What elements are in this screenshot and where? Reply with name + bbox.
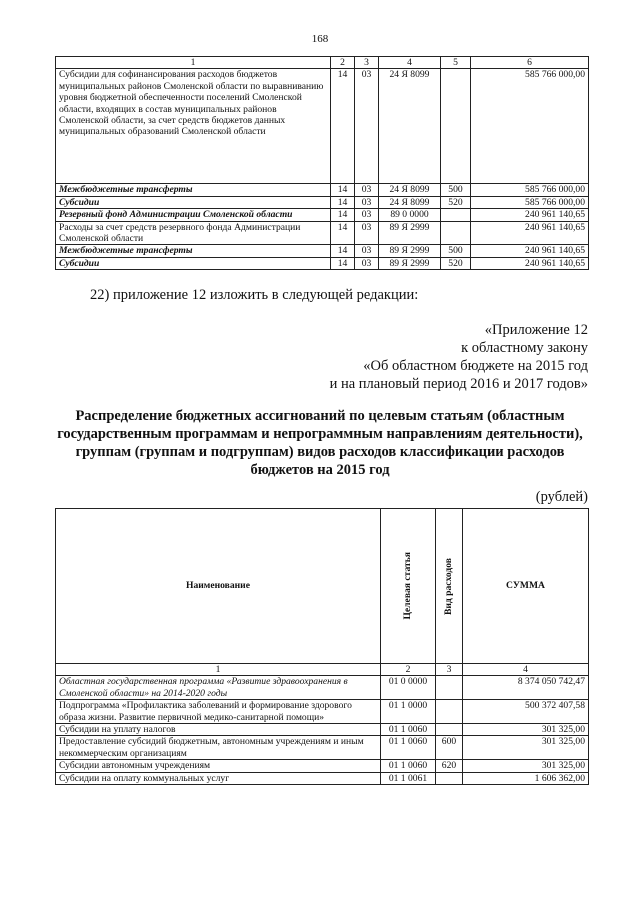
- col-number: 4: [463, 664, 589, 676]
- row-name: Предоставление субсидий бюджетным, автономным учреждениям и иным некоммерческим организациям: [56, 736, 381, 760]
- appendix-heading: [228, 321, 588, 393]
- row-kind: [436, 700, 463, 724]
- row-sum: 8 374 050 742,47: [463, 676, 589, 700]
- row-c5: [441, 69, 471, 184]
- row-c2: 14: [331, 257, 355, 269]
- row-c3: 03: [355, 257, 379, 269]
- row-kind: [436, 676, 463, 700]
- row-c4: 89 Я 2999: [379, 245, 441, 257]
- header-sum: СУММА: [463, 509, 589, 664]
- row-c5: 520: [441, 196, 471, 208]
- row-sum: 301 325,00: [463, 736, 589, 760]
- row-c6: 240 961 140,65: [471, 209, 589, 221]
- row-c5: [441, 221, 471, 245]
- title-line: Распределение бюджетных ассигнований по целевым статьям (областным: [75, 408, 565, 424]
- appendix-line: к областному закону: [461, 340, 588, 356]
- row-name: Субсидии: [56, 257, 331, 269]
- row-c2: 14: [331, 196, 355, 208]
- row-c3: 03: [355, 221, 379, 245]
- row-sum: 301 325,00: [463, 760, 589, 772]
- row-c2: 14: [331, 184, 355, 196]
- table-row: [56, 245, 589, 257]
- table-row: [56, 257, 589, 269]
- row-kind: 620: [436, 760, 463, 772]
- appendix-line: «Приложение 12: [484, 322, 588, 338]
- col-header: 2: [331, 57, 355, 69]
- row-c6: 585 766 000,00: [471, 196, 589, 208]
- row-name: Субсидии автономным учреждениям: [56, 760, 381, 772]
- col-header: 1: [56, 57, 331, 69]
- budget-table: [55, 508, 589, 785]
- row-sum: 301 325,00: [463, 724, 589, 736]
- row-c4: 24 Я 8099: [379, 184, 441, 196]
- row-c3: 03: [355, 69, 379, 184]
- row-name: Субсидии: [56, 196, 331, 208]
- row-name: Расходы за счет средств резервного фонда Администрации Смоленской области: [56, 221, 331, 245]
- header-kind: [436, 509, 463, 664]
- table-header-row: [56, 509, 589, 664]
- header-target: [381, 509, 436, 664]
- row-c3: 03: [355, 245, 379, 257]
- row-target: 01 1 0060: [381, 724, 436, 736]
- row-c4: 89 0 0000: [379, 209, 441, 221]
- row-c2: 14: [331, 245, 355, 257]
- amendment-item: 22) приложение 12 изложить в следующей редакции:: [90, 287, 419, 303]
- row-sum: 500 372 407,58: [463, 700, 589, 724]
- row-name: Субсидии на уплату налогов: [56, 724, 381, 736]
- table-row: [56, 700, 589, 724]
- row-c6: 585 766 000,00: [471, 69, 589, 184]
- col-number: 1: [56, 664, 381, 676]
- table-row: [56, 724, 589, 736]
- row-c3: 03: [355, 184, 379, 196]
- table-row: [56, 676, 589, 700]
- row-c5: [441, 209, 471, 221]
- row-c2: 14: [331, 209, 355, 221]
- title-line: группам (группам и подгруппам) видов расходов классификации расходов: [75, 444, 565, 460]
- row-target: 01 1 0060: [381, 760, 436, 772]
- row-name: Резервный фонд Администрации Смоленской области: [56, 209, 331, 221]
- row-kind: 600: [436, 736, 463, 760]
- row-c5: 500: [441, 245, 471, 257]
- header-target-label: Целевая статья: [402, 552, 414, 620]
- row-target: 01 1 0060: [381, 736, 436, 760]
- row-target: 01 1 0061: [381, 772, 436, 784]
- row-c6: 240 961 140,65: [471, 245, 589, 257]
- col-header: 6: [471, 57, 589, 69]
- row-c2: 14: [331, 221, 355, 245]
- row-name: Областная государственная программа «Развитие здравоохранения в Смоленской области» на 2014-2020 годы: [56, 676, 381, 700]
- row-name: Субсидии для софинансирования расходов бюджетов муниципальных районов Смоленской области по выравниванию уровня бюджетной обеспеченности поселений Смоленской области, входящих в состав муниципальных районов Смоленской области, за счет средств бюджетов данных муниципальных образований Смоленской области: [56, 69, 331, 184]
- row-c6: 240 961 140,65: [471, 221, 589, 245]
- units-label: (рублей): [535, 489, 588, 505]
- header-name: Наименование: [56, 509, 381, 664]
- row-c4: 24 Я 8099: [379, 196, 441, 208]
- page-number: 168: [311, 33, 329, 45]
- row-c3: 03: [355, 196, 379, 208]
- row-kind: [436, 724, 463, 736]
- row-c4: 89 Я 2999: [379, 221, 441, 245]
- table-row: [56, 760, 589, 772]
- col-number: 2: [381, 664, 436, 676]
- table-continuation: [55, 56, 589, 270]
- table-row: [56, 736, 589, 760]
- row-target: 01 1 0000: [381, 700, 436, 724]
- row-kind: [436, 772, 463, 784]
- col-header: 4: [379, 57, 441, 69]
- table-row: [56, 209, 589, 221]
- row-name: Субсидии на оплату коммунальных услуг: [56, 772, 381, 784]
- row-c4: 89 Я 2999: [379, 257, 441, 269]
- table-row: [56, 69, 589, 184]
- table-header-row: [56, 57, 589, 69]
- row-name: Межбюджетные трансферты: [56, 245, 331, 257]
- row-name: Подпрограмма «Профилактика заболеваний и формирование здорового образа жизни. Развитие первичной медико-санитарной помощи»: [56, 700, 381, 724]
- table-row: [56, 221, 589, 245]
- row-c5: 500: [441, 184, 471, 196]
- row-c4: 24 Я 8099: [379, 69, 441, 184]
- col-number: 3: [436, 664, 463, 676]
- title-line: государственным программам и непрограммным направлениям деятельности),: [57, 426, 583, 442]
- appendix-line: и на плановый период 2016 и 2017 годов»: [329, 376, 588, 392]
- document-title: [40, 407, 600, 479]
- title-line: бюджетов на 2015 год: [250, 462, 390, 478]
- header-kind-label: Вид расходов: [443, 557, 455, 615]
- row-c3: 03: [355, 209, 379, 221]
- row-c6: 585 766 000,00: [471, 184, 589, 196]
- col-header: 5: [441, 57, 471, 69]
- row-sum: 1 606 362,00: [463, 772, 589, 784]
- row-name: Межбюджетные трансферты: [56, 184, 331, 196]
- column-number-row: [56, 664, 589, 676]
- col-header: 3: [355, 57, 379, 69]
- row-target: 01 0 0000: [381, 676, 436, 700]
- table-row: [56, 772, 589, 784]
- row-c6: 240 961 140,65: [471, 257, 589, 269]
- row-c2: 14: [331, 69, 355, 184]
- table-row: [56, 184, 589, 196]
- appendix-line: «Об областном бюджете на 2015 год: [363, 358, 588, 374]
- table-row: [56, 196, 589, 208]
- row-c5: 520: [441, 257, 471, 269]
